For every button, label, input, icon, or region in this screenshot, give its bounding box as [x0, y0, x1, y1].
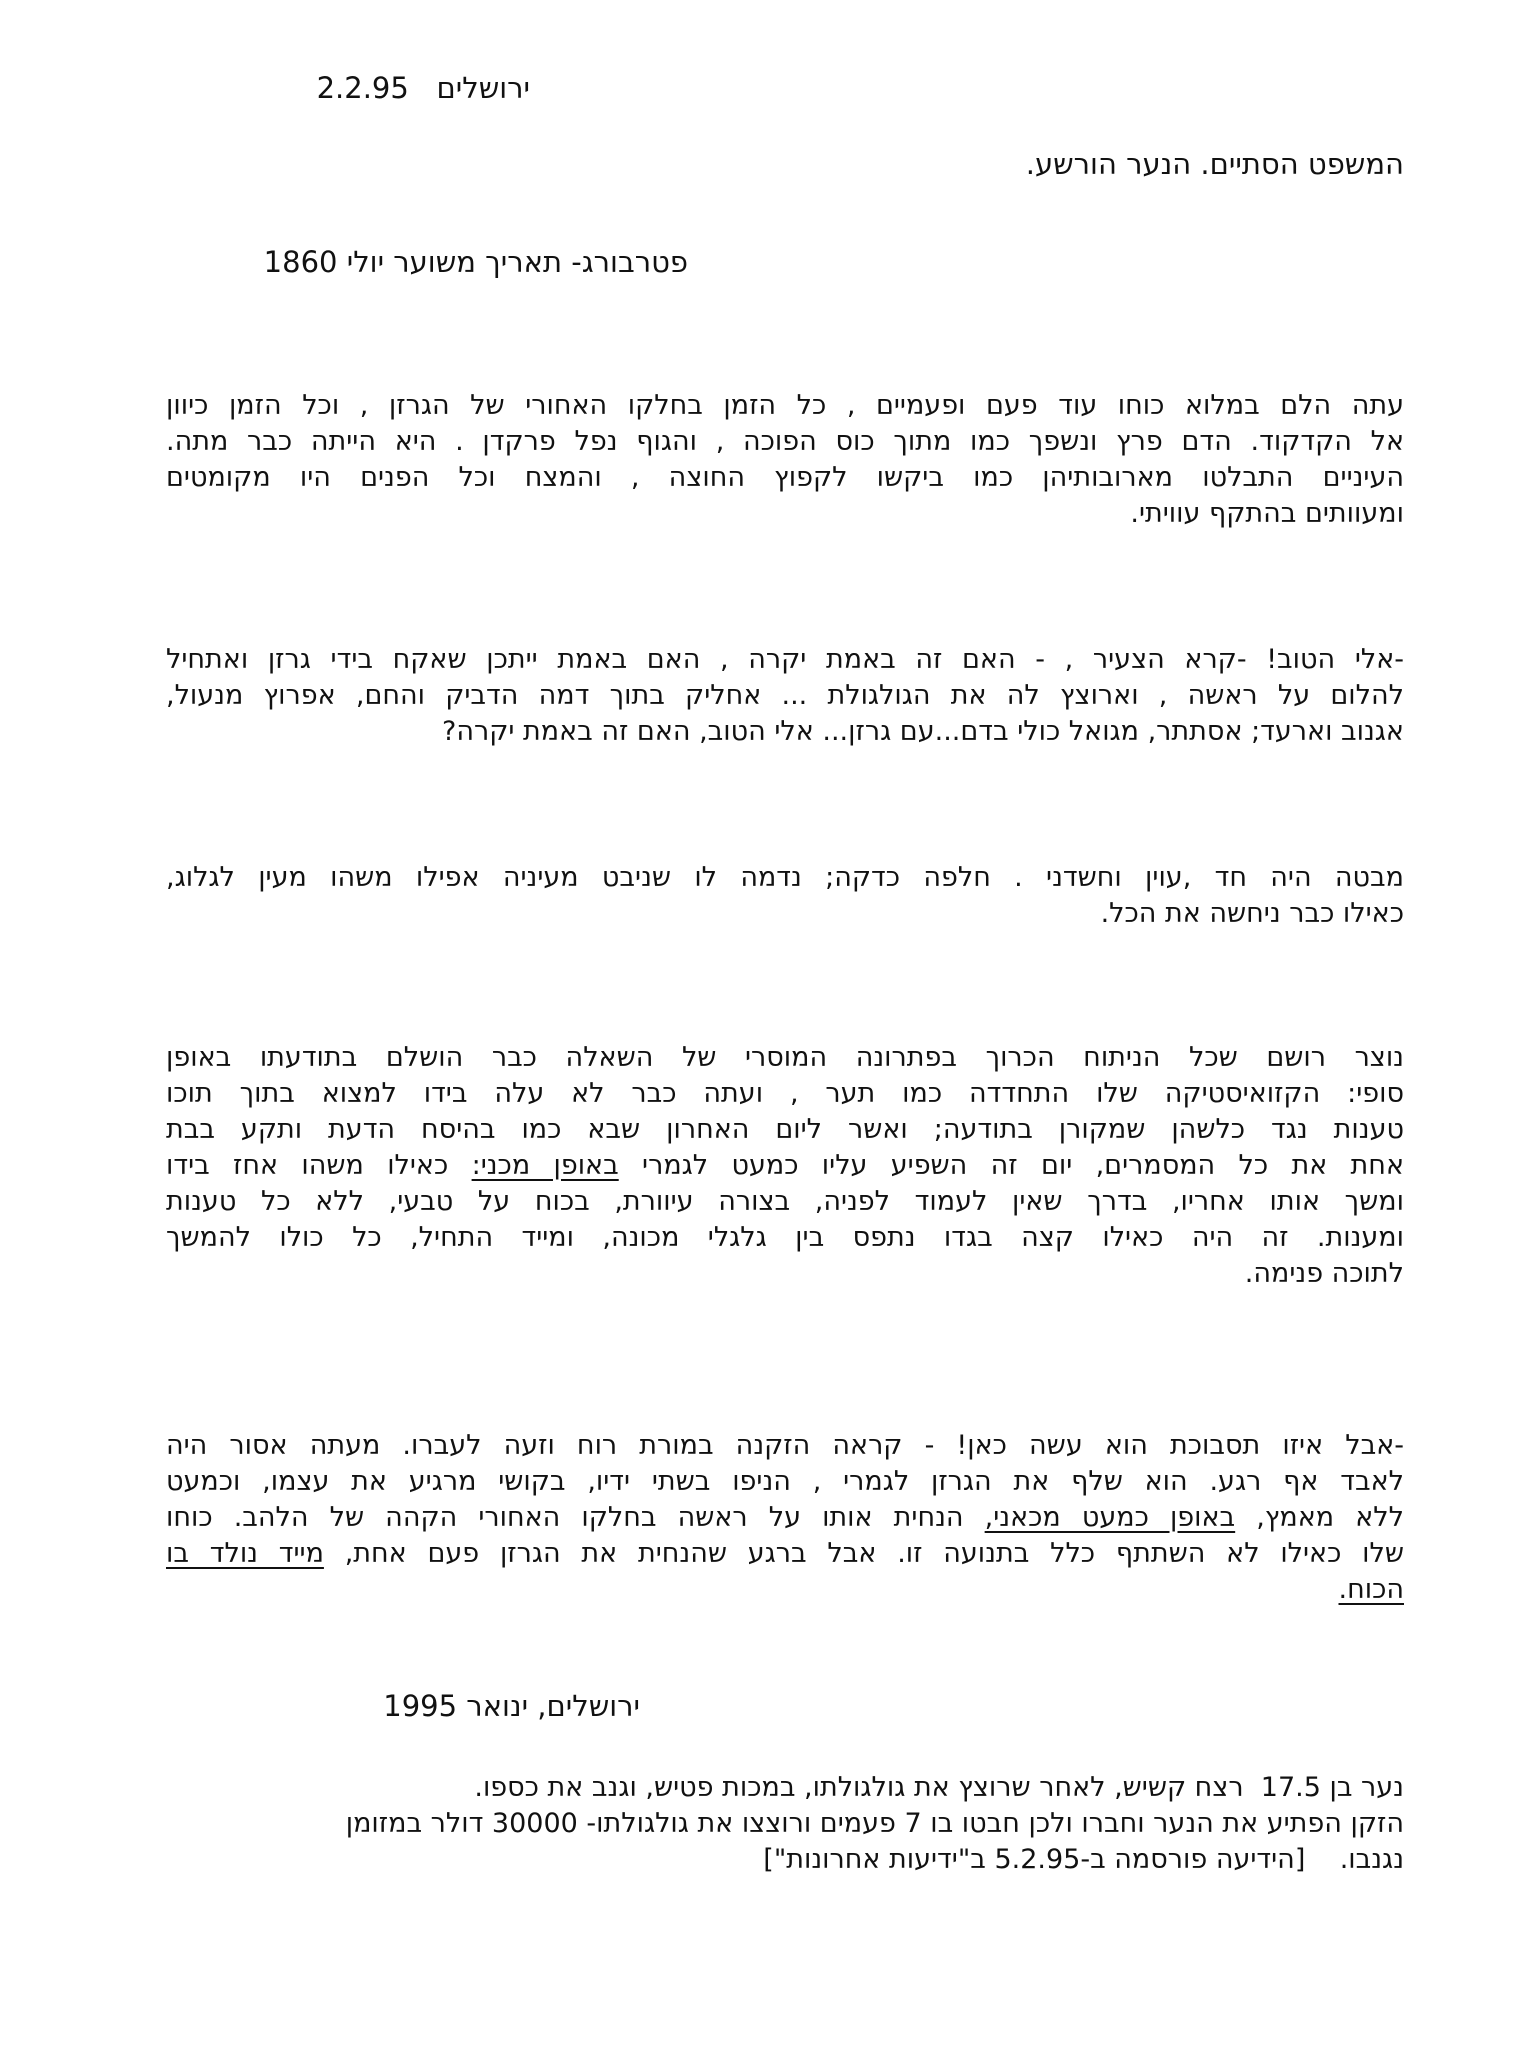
subtitle-year: 1860 — [263, 245, 338, 279]
underlined-phrase: באופן מכני: — [471, 1150, 619, 1181]
line-segment: נער בן — [1329, 1772, 1404, 1803]
subtitle-place: פטרבורג- תאריך משוער יולי — [346, 245, 688, 279]
paragraph-line — [166, 1536, 1404, 1572]
paragraph-line — [166, 1148, 1404, 1184]
paragraph-line: העיניים התבלטו מארובותיהן כמו ביקשו לקפוץ החוצה , והמצח וכל הפנים היו מקומטים — [166, 462, 1404, 493]
paragraph-line: לתוכה פנימה. — [1244, 1258, 1404, 1289]
line-segment: נגנבו. — [1339, 1844, 1404, 1875]
paragraph-line: -אבל איזו תסבוכת הוא עשה כאן! - קראה הזקנה במורת רוח וזעה לעברו. מעתה אסור היה — [166, 1430, 1404, 1461]
underlined-phrase: באופן כמעט מכאני, — [984, 1502, 1236, 1533]
paragraph-line: ומשך אותו אחריו, בדרך שאין לעמוד לפניה, בצורה עיוורת, בכוח על טבעי, ללא כל טענות — [166, 1186, 1404, 1217]
news-dateline — [330, 1688, 640, 1724]
subtitle-line — [200, 244, 688, 280]
dateline2-line — [330, 1688, 640, 1724]
paragraph-5 — [166, 1428, 1404, 1608]
line-segment: רצח קשיש, לאחר שרוצץ את גולגולתו, במכות פטיש, וגנב את כספו. — [474, 1772, 1244, 1803]
paragraph-line: להלום על ראשה , וארוצץ לה את הגולגולת ... אחליק בתוך דמה הדביק והחם, אפרוץ מנעול, — [166, 680, 1404, 711]
paragraph-3 — [166, 860, 1404, 932]
paragraph-line: נוצר רושם שכל הניתוח הכרוך בפתרונה המוסרי של השאלה כבר הושלם בתודעתו באופן — [166, 1042, 1404, 1073]
header-line — [200, 70, 530, 106]
title-text: המשפט הסתיים. הנער הורשע. — [1025, 147, 1404, 181]
header-dateline — [200, 70, 530, 106]
paragraph-line — [166, 1572, 1404, 1608]
line-segment: הנחית אותו על ראשה בחלקו האחורי הקהה של הלהב. כוחו — [166, 1502, 964, 1533]
news-paragraph — [166, 1770, 1404, 1878]
paragraph-line: אל הקדקוד. הדם פרץ ונשפך כמו מתוך כוס הפוכה , והגוף נפל פרקדן . היא הייתה כבר מתה. — [166, 426, 1404, 457]
header-date: 2.2.95 — [316, 71, 409, 105]
paragraph-line: עתה הלם במלוא כוחו עוד פעם ופעמיים , כל הזמן בחלקו האחורי של הגרזן , וכל הזמן כיוון — [166, 390, 1404, 421]
paragraph-line: מבטה היה חד ,עוין וחשדני . חלפה כדקה; נדמה לו שניבט מעיניה אפילו משהו מעין לגלוג, — [166, 862, 1404, 893]
paragraph-line: לאבד אף רגע. הוא שלף את הגרזן לגמרי , הניפו בשתי ידיו, בקושי מרגיע את עצמו, וכמעט — [166, 1466, 1404, 1497]
paragraph-line: ומעוותים בהתקף עוויתי. — [1130, 498, 1404, 529]
header-place: ירושלים — [436, 71, 530, 105]
paragraph-line: אגנוב וארעד; אסתתר, מגואל כולי בדם...עם גרזן... אלי הטוב, האם זה באמת יקרה? — [442, 716, 1404, 747]
source-note: [הידיעה פורסמה ב-5.2.95 ב"ידיעות אחרונות"] — [763, 1844, 1306, 1875]
paragraph-line: סופי: הקזואיסטיקה שלו התחדדה כמו תער , ועתה כבר לא עלה בידו למצוא בתוך תוכו — [166, 1078, 1404, 1109]
paragraph-line: כאילו כבר ניחשה את הכל. — [1100, 898, 1404, 929]
story-dateline — [200, 244, 688, 280]
paragraph-4 — [166, 1040, 1404, 1292]
paragraph-line — [166, 1842, 1404, 1878]
paragraph-line: הזקן הפתיע את הנער וחברו ולכן חבטו בו 7 פעמים ורוצצו את גולגולתו- 30000 דולר במזומן — [345, 1808, 1404, 1839]
paragraph-2 — [166, 642, 1404, 750]
paragraph-line: טענות נגד כלשהן שמקורן בתודעה; ואשר ליום האחרון שבא כמו בהיסח הדעת ותקע בבת — [166, 1114, 1404, 1145]
paragraph-line — [166, 1500, 1404, 1536]
age-value: 17.5 — [1260, 1772, 1321, 1803]
paragraph-1 — [166, 388, 1404, 532]
paragraph-line: ומענות. זה היה כאילו קצה בגדו נתפס בין גלגלי מכונה, ומייד התחיל, כל כולו להמשך — [166, 1222, 1404, 1253]
line-segment: ללא מאמץ, — [1256, 1502, 1404, 1533]
document-title — [700, 146, 1404, 182]
paragraph-line — [166, 1770, 1404, 1806]
dateline2-place: ירושלים, ינואר — [466, 1689, 640, 1723]
paragraph-line: -אלי הטוב! -קרא הצעיר , - האם זה באמת יקרה , האם באמת ייתכן שאקח בידי גרזן ואתחיל — [166, 644, 1404, 675]
line-segment: אחת את כל המסמרים, יום זה השפיע עליו כמעט לגמרי — [642, 1150, 1404, 1181]
line-segment: שלו כאילו לא השתתף כלל בתנועה זו. אבל ברגע שהנחית את הגרזן פעם אחת, — [344, 1538, 1404, 1569]
underlined-phrase: הכוח. — [1338, 1574, 1404, 1605]
line-segment: כאילו משהו אחז בידו — [166, 1150, 449, 1181]
dateline2-year: 1995 — [383, 1689, 458, 1723]
underlined-phrase: מייד נולד בו — [166, 1538, 324, 1569]
